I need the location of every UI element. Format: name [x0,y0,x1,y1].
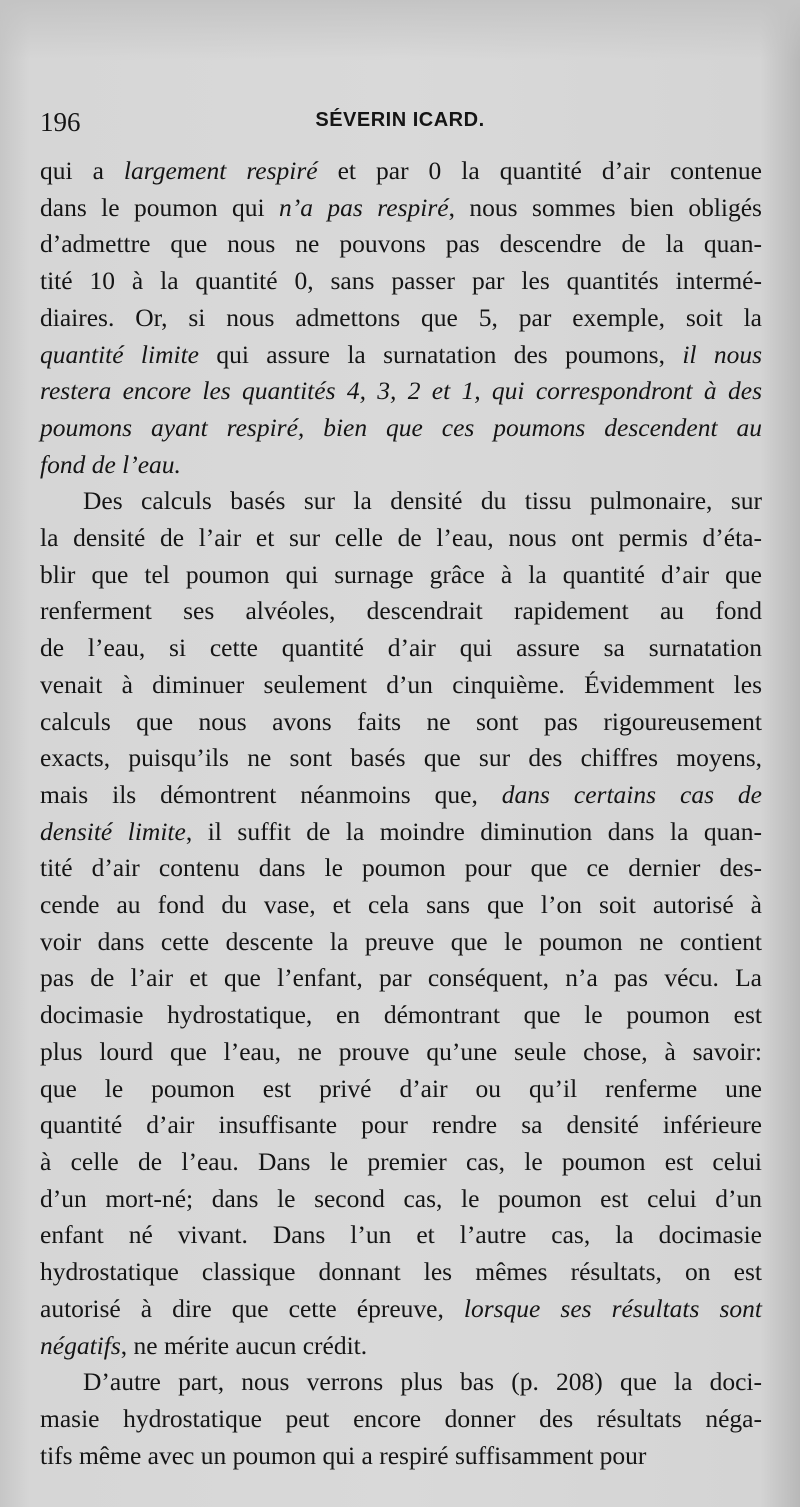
text-run: dans le poumon qui [40,192,280,222]
text-line [40,520,762,557]
text-line [40,667,762,704]
text-line [40,557,762,594]
text-run: à celle de l’eau. Dans le premier cas, le poumon est celui [40,1146,762,1176]
text-run: autorisé à dire que cette épreuve, [40,1293,464,1323]
text-line [40,1144,762,1181]
text-run: docimasie hydrostatique, en démontrant que le poumon est [40,1000,762,1030]
italic-text: n’a pas respiré [279,192,449,222]
italic-text: fond de l’eau. [40,449,181,479]
text-run: D’autre part, nous verrons plus bas (p. 208) que la doci- [83,1367,762,1397]
text-line [40,777,762,814]
text-line [40,1401,762,1438]
text-line [40,226,762,263]
italic-text: poumons ayant respiré, bien que ces poumons descendent au [40,412,762,442]
page-header [40,103,760,143]
text-run: plus lourd que l’eau, ne prouve qu’une seule chose, à savoir: [40,1036,762,1066]
text-line [40,704,762,741]
text-run: calculs que nous avons faits ne sont pas rigoureusement [40,706,762,736]
text-run: , ne mérite aucun crédit. [120,1330,368,1360]
text-line [40,740,762,777]
text-line [40,850,762,887]
text-run: mais ils démontrent néanmoins que, [40,779,502,809]
text-run: qui assure la surnatation des poumons, [199,339,683,369]
running-title: SÉVERIN ICARD. [315,109,485,131]
text-line [40,1438,762,1475]
text-line [40,1181,762,1218]
text-run: renferment ses alvéoles, descendrait rapidement au fond [40,596,762,626]
body-text [40,153,762,1474]
text-line [40,1071,762,1108]
text-line [40,1034,762,1071]
text-run: , nous sommes bien obligés [448,192,762,222]
text-run: de l’eau, si cette quantité d’air qui assure sa surnatation [40,633,762,663]
text-line [40,1217,762,1254]
text-line [40,814,762,851]
text-run: tité 10 à la quantité 0, sans passer par les quantités intermé- [40,266,762,296]
text-run: quantité d’air insuffisante pour rendre sa densité inférieure [40,1110,762,1140]
text-line [40,483,762,520]
italic-text: restera encore les quantités 4, 3, 2 et 1, qui correspondront à des [40,376,762,406]
text-run: tité d’air contenu dans le poumon pour que ce dernier des- [40,853,762,883]
text-run: la densité de l’air et sur celle de l’eau, nous ont permis d’éta- [40,523,762,553]
page-number: 196 [40,107,81,137]
italic-text: largement respiré [123,156,318,185]
text-run: , il suffit de la moindre diminution dans la quan- [185,816,762,846]
text-line [40,593,762,630]
text-run: cende au fond du vase, et cela sans que l’on soit autorisé à [40,890,762,920]
text-line [40,997,762,1034]
text-run: tifs même avec un poumon qui a respiré suffisamment pour [40,1440,647,1470]
italic-text: il nous [682,339,762,369]
italic-text: négatifs [40,1330,121,1360]
italic-text: densité limite [40,816,186,846]
text-run: diaires. Or, si nous admettons que 5, par exemple, soit la [40,302,762,332]
text-line [40,924,762,961]
text-run: exacts, puisqu’ils ne sont basés que sur des chiffres moyens, [40,743,762,773]
text-line [40,337,762,374]
text-line [40,190,762,227]
text-line [40,410,762,447]
text-run: hydrostatique classique donnant les mêmes résultats, on est [40,1257,762,1287]
text-run: venait à diminuer seulement d’un cinquième. Évidemment les [40,669,762,699]
paragraph [40,483,762,1364]
page-shadow [0,0,800,60]
text-line [40,630,762,667]
text-line [40,263,762,300]
text-run: blir que tel poumon qui surnage grâce à la quantité d’air que [40,559,762,589]
italic-text: lorsque ses résultats sont [463,1293,762,1323]
text-line [40,1328,762,1365]
text-line [40,153,762,190]
paragraph [40,1364,762,1474]
text-run: qui a [40,156,124,185]
text-run: pas de l’air et que l’enfant, par conséquent, n’a pas vécu. La [40,963,762,993]
text-line [40,887,762,924]
paragraph [40,153,762,483]
text-run: d’admettre que nous ne pouvons pas descendre de la quan- [40,229,762,259]
text-line [40,447,762,484]
text-run: d’un mort-né; dans le second cas, le poumon est celui d’un [40,1183,762,1213]
text-line [40,960,762,997]
italic-text: dans certains cas de [501,779,762,809]
text-run: voir dans cette descente la preuve que le poumon ne contient [40,926,762,956]
text-line [40,300,762,337]
text-run: masie hydrostatique peut encore donner des résultats néga- [40,1403,762,1433]
text-line [40,1107,762,1144]
italic-text: quantité limite [40,339,199,369]
text-line [40,1291,762,1328]
text-run: et par 0 la quantité d’air contenue [317,156,762,185]
text-run: Des calculs basés sur la densité du tissu pulmonaire, sur [83,486,762,516]
text-line [40,1364,762,1401]
text-line [40,1254,762,1291]
text-line [40,373,762,410]
text-run: enfant né vivant. Dans l’un et l’autre cas, la docimasie [40,1220,762,1250]
text-run: que le poumon est privé d’air ou qu’il renferme une [40,1073,762,1103]
